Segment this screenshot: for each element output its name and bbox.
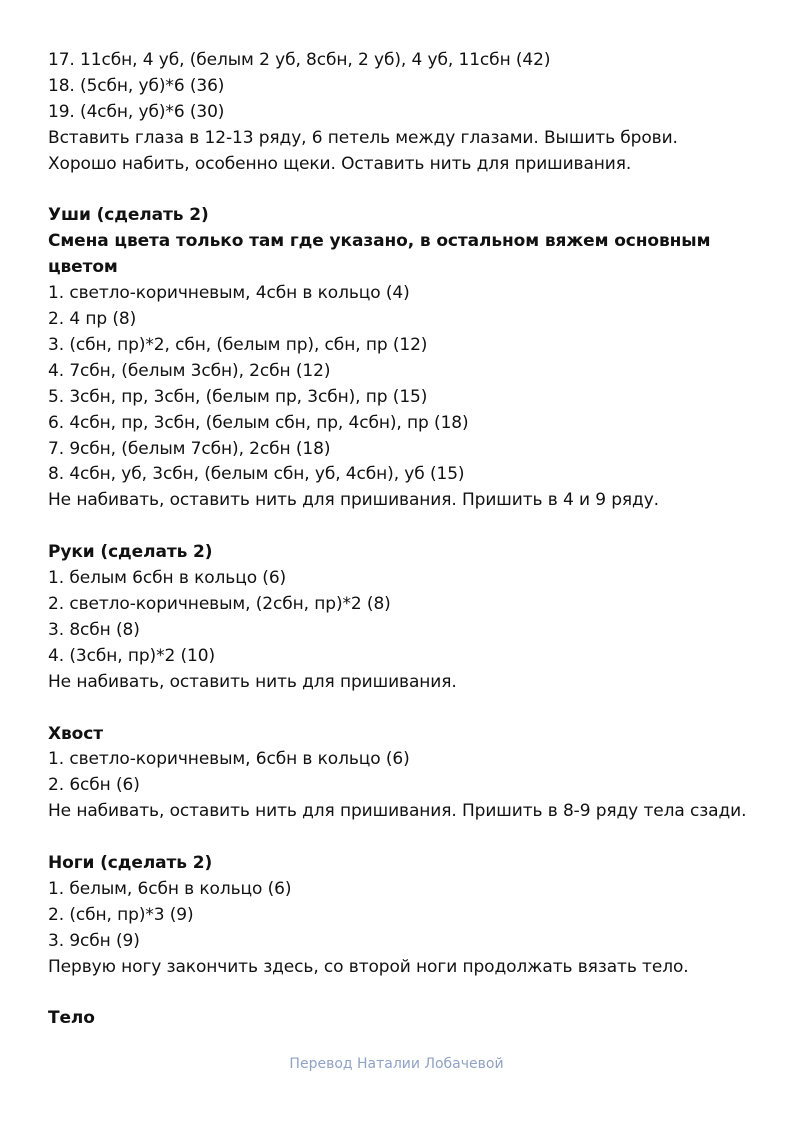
- legs-step: 1. белым, 6сбн в кольцо (6): [48, 878, 292, 899]
- row-18: 18. (5сбн, уб)*6 (36): [48, 75, 225, 96]
- ears-color-note-line2: цветом: [48, 257, 118, 278]
- eyes-instruction: Вставить глаза в 12-13 ряду, 6 петель между глазами. Вышить брови.: [48, 127, 678, 148]
- translator-credit: Перевод Наталии Лобачевой: [289, 1056, 504, 1072]
- legs-heading: Ноги (сделать 2): [48, 853, 213, 874]
- body-section: [48, 1006, 768, 1032]
- arms-heading: Руки (сделать 2): [48, 542, 213, 563]
- arms-step: 3. 8сбн (8): [48, 619, 140, 640]
- ears-step: 2. 4 пр (8): [48, 309, 137, 330]
- legs-section: [48, 851, 768, 981]
- ears-step: 6. 4сбн, пр, 3сбн, (белым сбн, пр, 4сбн), пр (18): [48, 412, 469, 433]
- ears-finish: Не набивать, оставить нить для пришивания. Пришить в 4 и 9 ряду.: [48, 490, 659, 511]
- ears-step: 4. 7сбн, (белым 3сбн), 2сбн (12): [48, 360, 331, 381]
- tail-section: [48, 722, 768, 826]
- ears-section: [48, 203, 768, 514]
- arms-step: 2. светло-коричневым, (2сбн, пр)*2 (8): [48, 594, 391, 614]
- legs-step: 3. 9сбн (9): [48, 930, 140, 951]
- ears-step: 1. светло-коричневым, 4сбн в кольцо (4): [48, 283, 410, 304]
- ears-step: 7. 9сбн, (белым 7сбн), 2сбн (18): [48, 438, 331, 459]
- tail-step: 2. 6сбн (6): [48, 775, 140, 796]
- body-heading: Тело: [48, 1008, 95, 1029]
- row-19: 19. (4сбн, уб)*6 (30): [48, 101, 225, 122]
- legs-finish: Первую ногу закончить здесь, со второй ноги продолжать вязать тело.: [48, 956, 689, 977]
- ears-step: 3. (сбн, пр)*2, сбн, (белым пр), сбн, пр (12): [48, 334, 428, 355]
- head-finish-section: [48, 48, 768, 178]
- row-17: 17. 11сбн, 4 уб, (белым 2 уб, 8сбн, 2 уб), 4 уб, 11сбн (42): [48, 50, 551, 70]
- stuffing-instruction: Хорошо набить, особенно щеки. Оставить нить для пришивания.: [48, 153, 632, 174]
- ears-step: 8. 4сбн, уб, 3сбн, (белым сбн, уб, 4сбн), уб (15): [48, 464, 465, 485]
- ears-step: 5. 3сбн, пр, 3сбн, (белым пр, 3сбн), пр (15): [48, 386, 428, 407]
- legs-step: 2. (сбн, пр)*3 (9): [48, 904, 194, 925]
- tail-heading: Хвост: [48, 723, 103, 744]
- ears-heading: Уши (сделать 2): [48, 205, 209, 226]
- arms-step: 4. (3сбн, пр)*2 (10): [48, 645, 215, 666]
- arms-step: 1. белым 6сбн в кольцо (6): [48, 568, 287, 589]
- arms-section: [48, 540, 768, 695]
- tail-finish: Не набивать, оставить нить для пришивания. Пришить в 8-9 ряду тела сзади.: [48, 801, 747, 822]
- tail-step: 1. светло-коричневым, 6сбн в кольцо (6): [48, 749, 410, 770]
- pattern-page: [48, 48, 768, 1032]
- arms-finish: Не набивать, оставить нить для пришивания.: [48, 671, 457, 692]
- ears-color-note-line1: Смена цвета только там где указано, в остальном вяжем основным: [48, 231, 711, 252]
